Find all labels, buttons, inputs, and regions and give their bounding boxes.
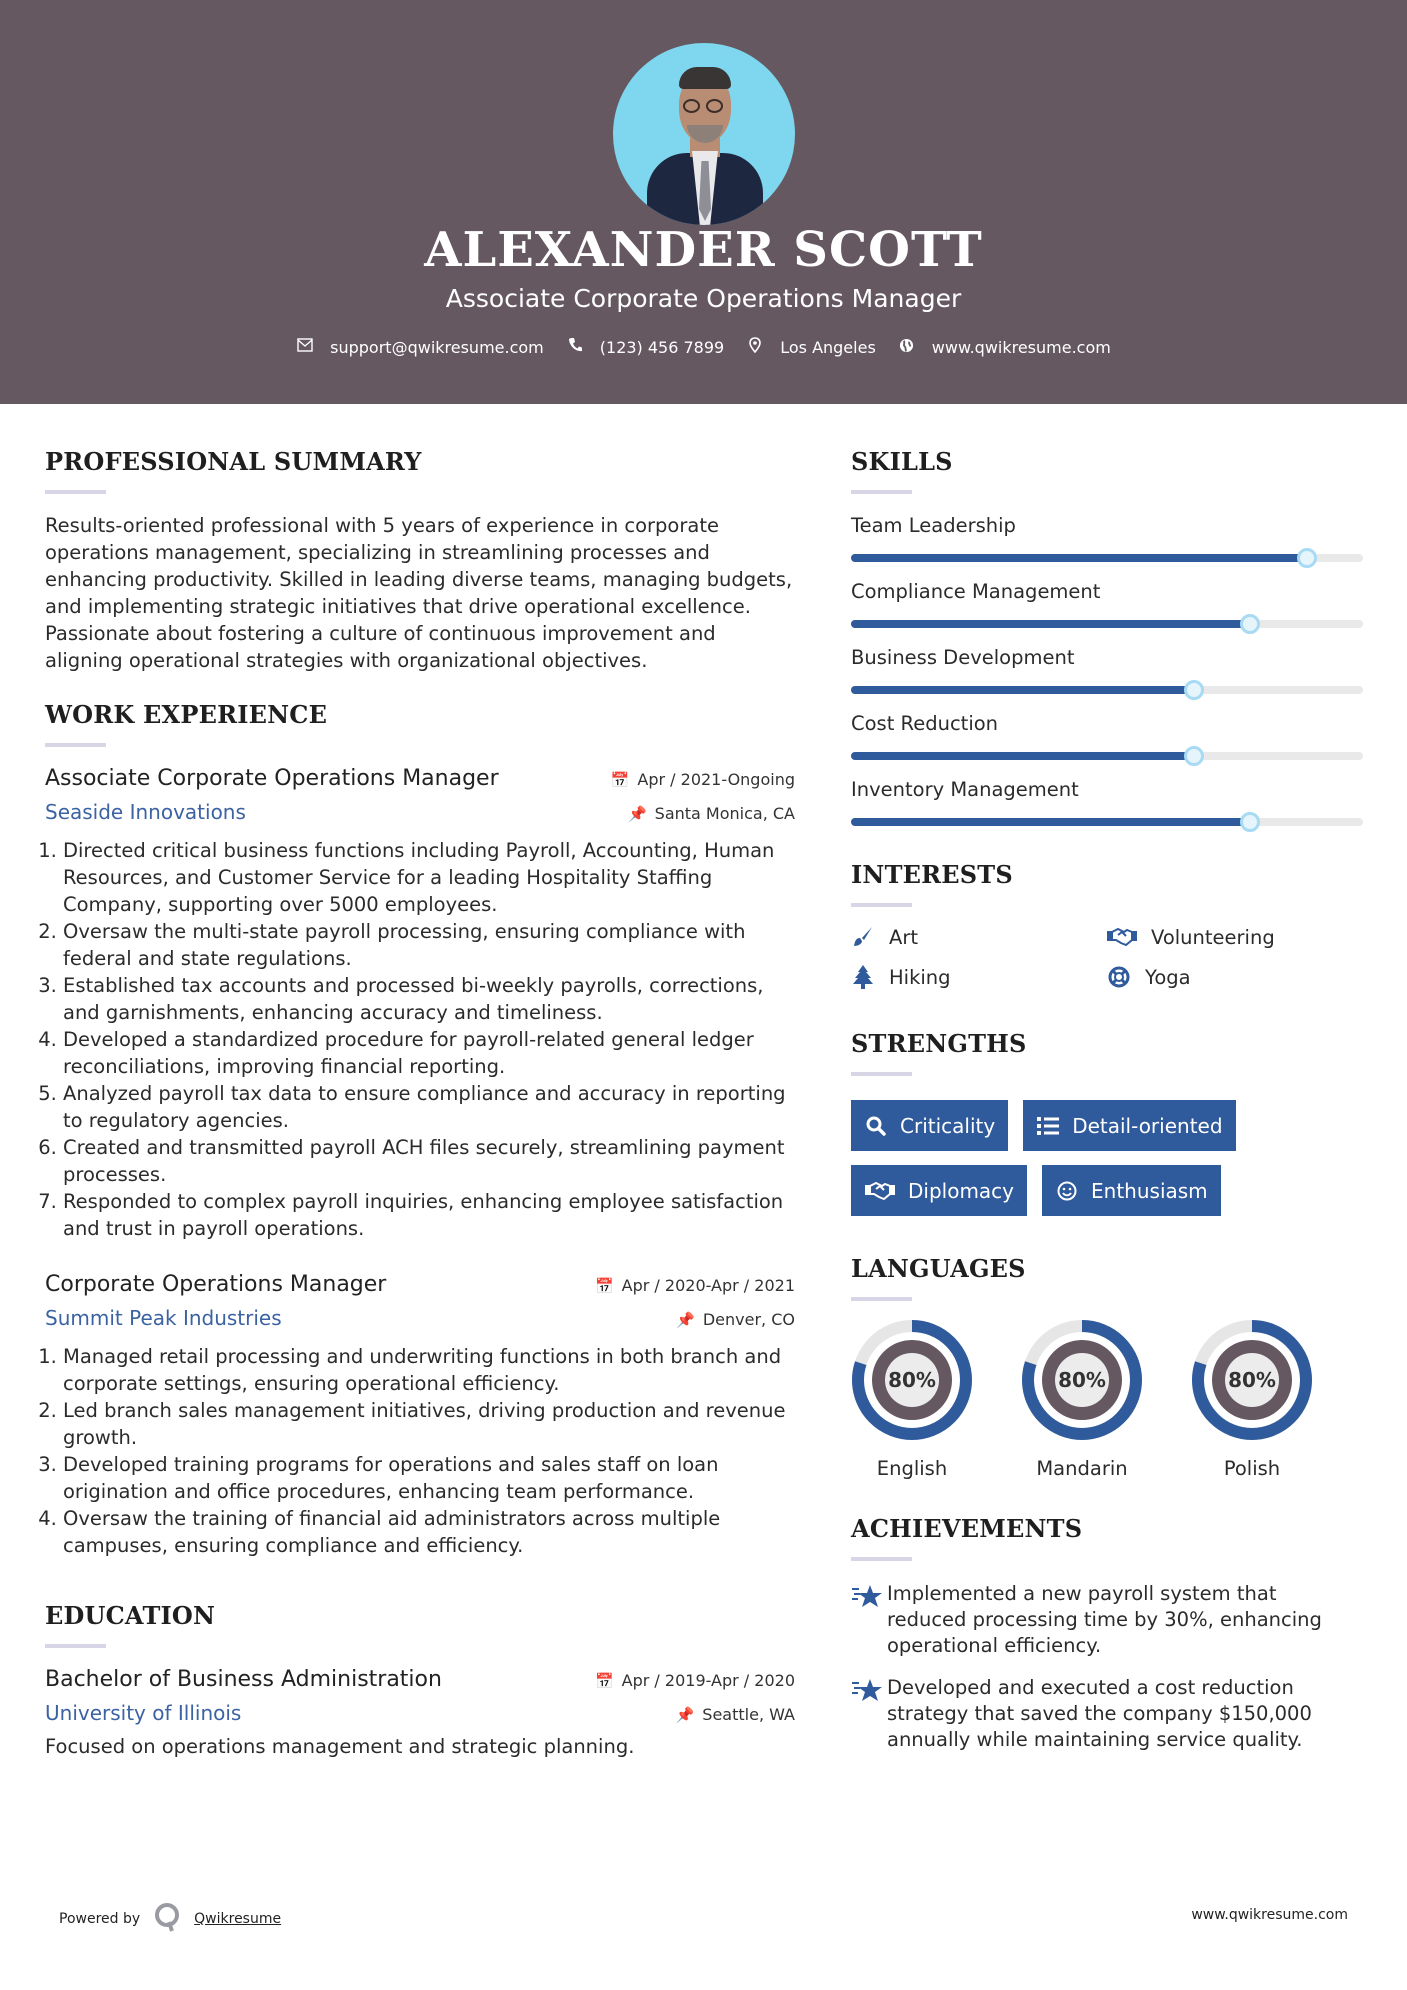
- section-heading: STRENGTHS: [851, 1029, 1027, 1058]
- section-heading: PROFESSIONAL SUMMARY: [45, 447, 422, 476]
- right-column: [851, 447, 1366, 1753]
- section-heading: WORK EXPERIENCE: [45, 700, 328, 729]
- shooting-star-icon: [851, 1677, 887, 1753]
- tree-icon: [851, 965, 875, 989]
- svg-text:80%: 80%: [1058, 1368, 1106, 1392]
- job-location: 📌 Santa Monica, CA: [627, 804, 795, 823]
- bullet-item: 2. Oversaw the multi-state payroll processing, ensuring compliance with federal and state regulations.: [63, 918, 795, 972]
- skill-item: [851, 712, 1366, 760]
- interests-section: [851, 860, 1366, 989]
- svg-text:80%: 80%: [888, 1368, 936, 1392]
- contact-website[interactable]: [898, 338, 1111, 357]
- pushpin-icon: 📌: [675, 1706, 695, 1724]
- job-entry: [45, 766, 795, 1242]
- shooting-star-icon: [851, 1583, 887, 1659]
- website-text: www.qwikresume.com: [931, 337, 1111, 357]
- envelope-icon: [296, 338, 314, 356]
- job-location: 📌 Denver, CO: [676, 1310, 795, 1329]
- contact-location: [746, 337, 876, 357]
- education-entry: [45, 1667, 795, 1758]
- handshake-icon: [1107, 925, 1137, 949]
- phone-icon: [566, 337, 584, 357]
- pushpin-icon: 📌: [676, 1311, 695, 1329]
- calendar-icon: 📅: [594, 1277, 614, 1295]
- interest-item-volunteering: Volunteering: [1107, 925, 1363, 949]
- company-name: Summit Peak Industries: [45, 1306, 282, 1330]
- skill-label: Compliance Management: [851, 580, 1101, 603]
- life-ring-icon: [1107, 965, 1131, 989]
- handshake-icon: [864, 1181, 896, 1201]
- language-item: [851, 1319, 1021, 1480]
- skill-level-fill: [851, 620, 1250, 628]
- interest-item-yoga: Yoga: [1107, 965, 1363, 989]
- section-heading: EDUCATION: [45, 1601, 216, 1630]
- education-location: 📌 Seattle, WA: [675, 1705, 795, 1724]
- footer-website-link[interactable]: www.qwikresume.com: [1191, 1907, 1348, 1923]
- strength-badge-detail-oriented: Detail-oriented: [1023, 1100, 1235, 1151]
- bullet-item: 6. Created and transmitted payroll ACH files securely, streamlining payment processes.: [63, 1134, 795, 1188]
- education-description: Focused on operations management and strategic planning.: [45, 1735, 635, 1758]
- skill-level-fill: [851, 686, 1194, 694]
- candidate-title: Associate Corporate Operations Manager: [445, 284, 962, 313]
- globe-icon: [898, 338, 916, 357]
- section-heading: ACHIEVEMENTS: [851, 1514, 1083, 1543]
- education-section: [45, 1601, 795, 1758]
- languages-section: [851, 1254, 1366, 1480]
- bullet-item: 3. Developed training programs for operations and sales staff on loan origination and office procedures, enhancing team performance.: [63, 1451, 795, 1505]
- section-divider: [851, 490, 912, 494]
- achievements-section: [851, 1514, 1366, 1753]
- skill-level-bar: [851, 554, 1363, 562]
- skill-level-bar: [851, 686, 1363, 694]
- job-title: Corporate Operations Manager: [45, 1272, 387, 1297]
- calendar-icon: 📅: [594, 1672, 614, 1690]
- skill-level-fill: [851, 818, 1250, 826]
- calendar-icon: 📅: [610, 771, 630, 789]
- skill-item: [851, 778, 1366, 826]
- company-name: Seaside Innovations: [45, 800, 246, 824]
- section-heading: INTERESTS: [851, 860, 1013, 889]
- job-bullets: [45, 837, 795, 1242]
- candidate-name: ALEXANDER SCOTT: [424, 222, 983, 278]
- language-name: Polish: [1223, 1457, 1281, 1480]
- job-title: Associate Corporate Operations Manager: [45, 766, 499, 791]
- language-name: Mandarin: [1036, 1457, 1128, 1480]
- skills-section: [851, 447, 1366, 826]
- skill-level-knob: [1297, 548, 1317, 568]
- skill-level-fill: [851, 752, 1194, 760]
- job-bullets: [45, 1343, 795, 1559]
- map-marker-icon: [746, 337, 764, 357]
- bullet-item: 5. Analyzed payroll tax data to ensure compliance and accuracy in reporting to regulatory agencies.: [63, 1080, 795, 1134]
- language-item: [1191, 1319, 1361, 1480]
- degree-title: Bachelor of Business Administration: [45, 1667, 442, 1692]
- bullet-item: 1. Directed critical business functions including Payroll, Accounting, Human Resources, and Customer Service for a leading Hospitality Staffing Company, supporting over 5000 employees.: [63, 837, 795, 918]
- section-divider: [851, 1072, 912, 1076]
- skill-level-knob: [1184, 746, 1204, 766]
- skill-label: Cost Reduction: [851, 712, 999, 735]
- language-name: English: [876, 1457, 948, 1480]
- contact-row: [0, 337, 1407, 357]
- section-heading: SKILLS: [851, 447, 953, 476]
- summary-text: Results-oriented professional with 5 years of experience in corporate operations management, specializing in streamlining processes and enhancing productivity. Skilled in leading diverse teams, managing budgets, and implementing strategic initiatives that drive operational excellence. Passionate about fostering a culture of continuous improvement and aligning operational strategies with organizational objectives.: [45, 514, 793, 672]
- skill-level-bar: [851, 620, 1363, 628]
- section-heading: LANGUAGES: [851, 1254, 1026, 1283]
- phone-text: (123) 456 7899: [599, 337, 725, 357]
- section-divider: [851, 1557, 912, 1561]
- pushpin-icon: 📌: [627, 805, 647, 823]
- language-proficiency-donut: [851, 1319, 973, 1441]
- achievement-item: Developed and executed a cost reduction strategy that saved the company $150,000 annually while maintaining service quality.: [851, 1675, 1366, 1753]
- skill-label: Business Development: [851, 646, 1075, 669]
- contact-phone[interactable]: [566, 337, 724, 357]
- skill-label: Inventory Management: [851, 778, 1079, 801]
- language-proficiency-donut: [1021, 1319, 1143, 1441]
- language-item: [1021, 1319, 1191, 1480]
- email-text: support@qwikresume.com: [330, 337, 544, 357]
- language-proficiency-donut: [1191, 1319, 1313, 1441]
- skill-item: [851, 646, 1366, 694]
- search-icon: [864, 1116, 888, 1136]
- interest-item-hiking: Hiking: [851, 965, 1107, 989]
- bullet-item: 7. Responded to complex payroll inquiries, enhancing employee satisfaction and trust in payroll operations.: [63, 1188, 795, 1242]
- resume-header: [0, 0, 1407, 404]
- strength-badge-criticality: Criticality: [851, 1100, 1008, 1151]
- strength-badge-enthusiasm: Enthusiasm: [1042, 1165, 1221, 1216]
- education-date: 📅 Apr / 2019-Apr / 2020: [594, 1671, 795, 1690]
- summary-section: [45, 447, 795, 674]
- bullet-item: 4. Oversaw the training of financial aid administrators across multiple campuses, ensuring compliance and efficiency.: [63, 1505, 795, 1559]
- qwikresume-link[interactable]: Qwikresume: [194, 1911, 282, 1927]
- bullet-item: 3. Established tax accounts and processed bi-weekly payrolls, corrections, and garnishments, enhancing accuracy and timeliness.: [63, 972, 795, 1026]
- smile-icon: [1055, 1181, 1079, 1201]
- skill-level-bar: [851, 818, 1363, 826]
- experience-section: [45, 700, 795, 1559]
- contact-email[interactable]: [296, 338, 544, 357]
- strengths-section: [851, 1029, 1366, 1230]
- skill-level-knob: [1184, 680, 1204, 700]
- svg-text:80%: 80%: [1228, 1368, 1276, 1392]
- section-divider: [45, 743, 106, 747]
- school-name: University of Illinois: [45, 1701, 242, 1725]
- skill-level-bar: [851, 752, 1363, 760]
- bullet-item: 1. Managed retail processing and underwriting functions in both branch and corporate settings, ensuring operational efficiency.: [63, 1343, 795, 1397]
- skill-label: Team Leadership: [851, 514, 1016, 537]
- profile-photo: [613, 43, 795, 225]
- section-divider: [851, 1297, 912, 1301]
- section-divider: [851, 903, 912, 907]
- skill-level-fill: [851, 554, 1307, 562]
- job-date: 📅 Apr / 2021-Ongoing: [610, 770, 795, 789]
- skill-item: [851, 580, 1366, 628]
- skill-level-knob: [1240, 614, 1260, 634]
- paintbrush-icon: [851, 925, 875, 949]
- list-icon: [1036, 1117, 1060, 1135]
- skill-level-knob: [1240, 812, 1260, 832]
- location-text: Los Angeles: [780, 337, 876, 357]
- job-entry: [45, 1272, 795, 1559]
- strength-badge-diplomacy: Diplomacy: [851, 1165, 1027, 1216]
- skill-item: [851, 514, 1366, 562]
- section-divider: [45, 1644, 106, 1648]
- bullet-item: 2. Led branch sales management initiatives, driving production and revenue growth.: [63, 1397, 795, 1451]
- interest-item-art: Art: [851, 925, 1107, 949]
- job-date: 📅 Apr / 2020-Apr / 2021: [594, 1276, 795, 1295]
- left-column: [45, 447, 795, 1758]
- section-divider: [45, 490, 106, 494]
- bullet-item: 4. Developed a standardized procedure for payroll-related general ledger reconciliations, improving financial reporting.: [63, 1026, 795, 1080]
- achievement-item: Implemented a new payroll system that reduced processing time by 30%, enhancing operational efficiency.: [851, 1581, 1366, 1659]
- footer-powered-by: Powered by Qwikresume: [59, 1902, 281, 1936]
- qwikresume-logo-icon: [154, 1902, 180, 1936]
